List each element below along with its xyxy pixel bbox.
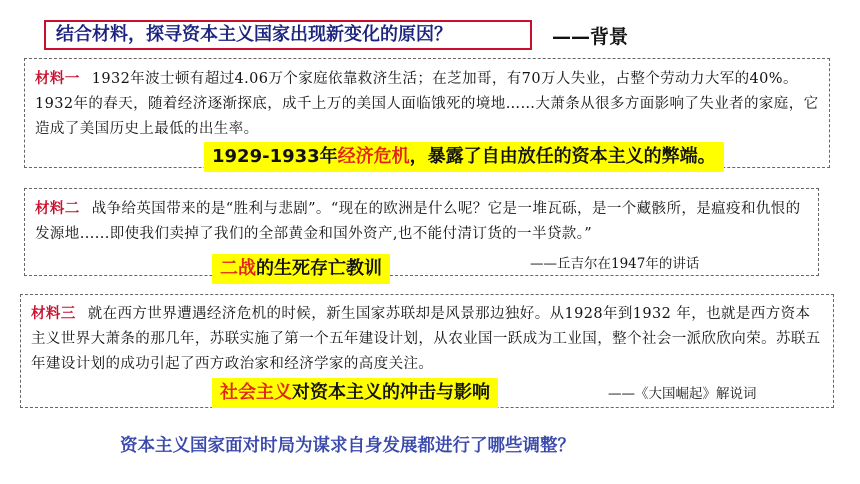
conclusion-1-suffix: ，暴露了自由放任的资本主义的弊端。 bbox=[409, 146, 716, 167]
question-text: 结合材料，探寻资本主义国家出现新变化的原因？ bbox=[56, 24, 452, 45]
material-1-label: 材料一 bbox=[35, 70, 80, 87]
material-2-text: 战争给英国带来的是“胜利与悲剧”。“现在的欧洲是什么呢？它是一堆瓦砾，是一个藏骸所，是瘟疫和仇恨的发源地......即使我们卖掉了我们的全部黄金和国外资产,也不能付清订货的一半贷款。” bbox=[35, 201, 801, 242]
conclusion-2-suffix: 的生死存亡教训 bbox=[256, 258, 382, 279]
conclusion-1-keyword: 经济危机 bbox=[337, 146, 410, 167]
material-1-conclusion bbox=[204, 142, 724, 172]
material-1-text: 1932年波士顿有超过4.06万个家庭依靠救济生活；在芝加哥，有70万人失业，占整个劳动力大军的40%。1932年的春天，随着经济逐渐探底，成千上万的美国人面临饿死的境地……大萧条从很多方面影响了失业者的家庭，它造成了美国历史上最低的出生率。 bbox=[35, 71, 819, 137]
material-2-box bbox=[24, 188, 819, 276]
material-3-source: ——《大国崛起》解说词 bbox=[608, 386, 757, 402]
material-3-conclusion bbox=[212, 378, 498, 408]
conclusion-3-keyword: 社会主义 bbox=[220, 382, 292, 403]
material-2-label: 材料二 bbox=[35, 200, 80, 217]
material-3-text: 就在西方世界遭遇经济危机的时候，新生国家苏联却是风景那边独好。从1928年到1932 年，也就是西方资本主义世界大萧条的那几年，苏联实施了第一个五年建设计划，从农业国一跃成为工业国，整个社会一派欣欣向荣。苏联五年建设计划的成功引起了西方政治家和经济学家的高度关注。 bbox=[31, 306, 821, 372]
material-2-conclusion bbox=[212, 254, 390, 284]
bottom-question: 资本主义国家面对时局为谋求自身发展都进行了哪些调整？ bbox=[120, 436, 575, 456]
material-3-label: 材料三 bbox=[31, 305, 76, 322]
material-2-source: ——丘吉尔在1947年的讲话 bbox=[530, 256, 700, 272]
conclusion-1-prefix: 1929-1933年 bbox=[212, 146, 338, 167]
background-label: ——背景 bbox=[552, 26, 629, 48]
conclusion-3-suffix: 对资本主义的冲击与影响 bbox=[292, 382, 490, 403]
question-box bbox=[44, 20, 532, 50]
conclusion-2-keyword: 二战 bbox=[220, 258, 256, 279]
